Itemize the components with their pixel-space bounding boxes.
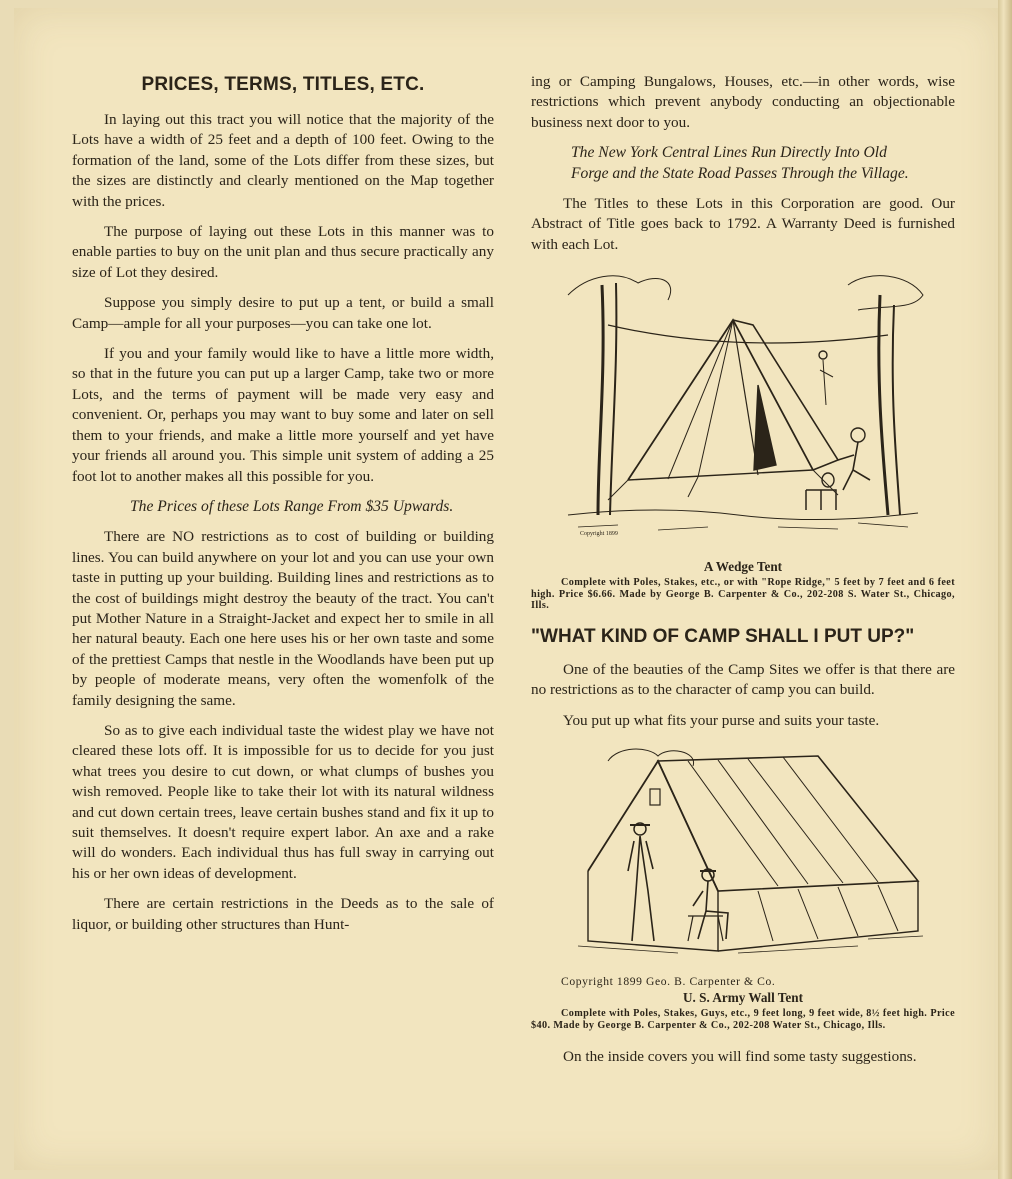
prices-range-note: The Prices of these Lots Range From $35 Upwards. bbox=[130, 497, 454, 515]
paragraph-continued: ing or Camping Bungalows, Houses, etc.—in other words, wise restrictions which prevent anybody conducting an objectionable business next door to you. bbox=[531, 73, 955, 131]
wall-tent-copyright: Copyright 1899 Geo. B. Carpenter & Co. bbox=[561, 975, 776, 989]
paragraph-not-cleared: So as to give each individual taste the widest play we have not cleared these lots off. It is impossible for us to decide for you just what trees you desire to cut down, or what clumps of bushes you wish removed. People like to take their lot with its natural wildness and cut down certain trees, leave certain bushes stand and fix it up to suit themselves. It doesn't require expert labor. An axe and a rake will do wonders. Each individual thus has full sway in carrying out his or her own ideas of development. bbox=[72, 721, 494, 882]
wall-tent-caption-title: U. S. Army Wall Tent bbox=[683, 990, 803, 1006]
railroad-note: The New York Central Lines Run Directly Into Old Forge and the State Road Passes Through the Village. bbox=[571, 144, 909, 182]
paragraph-titles: The Titles to these Lots in this Corporation are good. Our Abstract of Title goes back to 1792. A Warranty Deed is furnished with each Lot. bbox=[531, 195, 955, 253]
prices-heading: PRICES, TERMS, TITLES, ETC. bbox=[141, 74, 425, 95]
paragraph-restrictions: There are NO restrictions as to cost of building or building lines. You can build anywhere on your lot and you can use your own taste in putting up your building. Building lines and restrictions as to the cost of buildings might destroy the beauty of the tract. You can't put Mother Nature in a Straight-Jacket and expect her to smile in all her natural beauty. Each one here uses his or her own taste and some of the prettiest Camps that nestle in the Woodlands have been put up by people of moderate means, very often the womenfolk of the family designing the same. bbox=[72, 528, 494, 709]
paragraph-beauties: One of the beauties of the Camp Sites we offer is that there are no restrictions as to the character of camp you can build. bbox=[531, 661, 955, 699]
svg-text:Copyright 1899: Copyright 1899 bbox=[580, 531, 618, 538]
camp-heading: "WHAT KIND OF CAMP SHALL I PUT UP?" bbox=[531, 626, 915, 648]
paragraph-layout: In laying out this tract you will notice that the majority of the Lots have a width of 25 feet and a depth of 100 feet. Owing to the formation of the land, some of the Lots differ from these sizes, but the sizes are distinctly and clearly mentioned on the Map together with the prices. bbox=[72, 111, 494, 210]
wall-tent-drawing bbox=[558, 741, 928, 966]
paragraph-purpose: The purpose of laying out these Lots in this manner was to enable parties to buy on the unit plan and thus secure practically any size of Lot they desired. bbox=[72, 223, 494, 281]
paragraph-tent: Suppose you simply desire to put up a tent, or build a small Camp—ample for all your purposes—you can take one lot. bbox=[72, 294, 494, 332]
wall-tent-illustration bbox=[531, 741, 955, 971]
paragraph-inside-covers: On the inside covers you will find some tasty suggestions. bbox=[563, 1048, 917, 1066]
right-column bbox=[531, 72, 955, 1078]
wedge-tent-caption: Complete with Poles, Stakes, etc., or with "Rope Ridge," 5 feet by 7 feet and 6 feet high. Price $6.66. Made by George B. Carpenter & Co., 202-208 S. Water St., Chicago, Ills. bbox=[531, 577, 955, 612]
wedge-tent-illustration bbox=[531, 265, 955, 555]
page-spine bbox=[998, 0, 1012, 1179]
left-column bbox=[72, 70, 494, 945]
wedge-tent-caption-title: A Wedge Tent bbox=[703, 559, 783, 575]
paragraph-purse: You put up what fits your purse and suits your taste. bbox=[563, 711, 880, 729]
wall-tent-caption: Complete with Poles, Stakes, Guys, etc., 9 feet long, 9 feet wide, 8½ feet high. Price $40. Made by George B. Carpenter & Co., 202-208 Water St., Chicago, Ills. bbox=[531, 1008, 955, 1031]
wedge-tent-drawing bbox=[558, 265, 928, 550]
paragraph-family: If you and your family would like to have a little more width, so that in the future you can put up a larger Camp, take two or more Lots, and the terms of payment will be made very easy and convenient. Or, perhaps you may want to buy some and later on sell them to your friends, and make a little more yourself and yet have your friends all around you. This simple unit system of adding a 25 foot lot to another makes all this possible for you. bbox=[72, 345, 494, 485]
paragraph-deed-restrictions: There are certain restrictions in the Deeds as to the sale of liquor, or building other structures than Hunt- bbox=[72, 895, 494, 933]
